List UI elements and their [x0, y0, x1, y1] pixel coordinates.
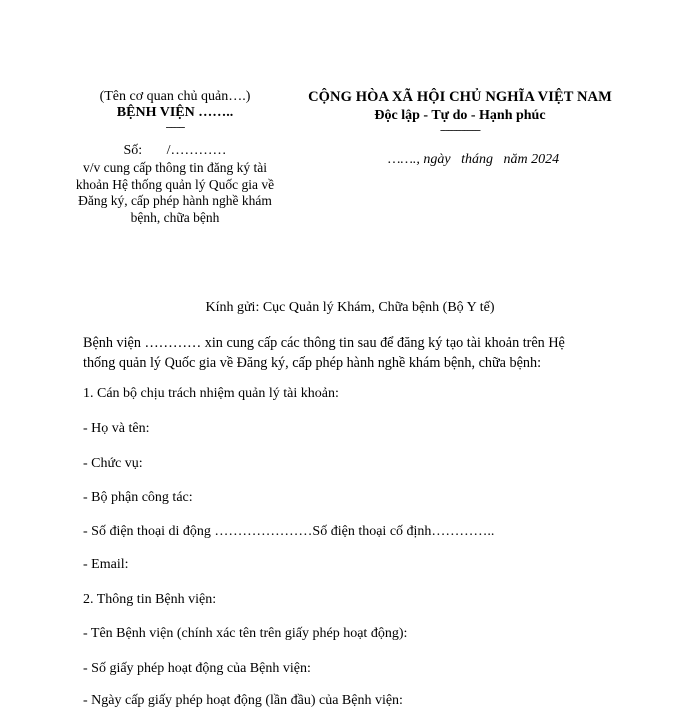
field-license-issue-date: - Ngày cấp giấy phép hoạt động (lần đầu) của Bệnh viện: — [83, 693, 403, 708]
country-name: CỘNG HÒA XÃ HỘI CHỦ NGHĨA VIỆT NAM — [308, 89, 612, 105]
motto-divider: --------------- — [440, 124, 480, 136]
document-subject: v/v cung cấp thông tin đăng ký tài khoản Hệ thống quản lý Quốc gia về Đăng ký, cấp phép hành nghề khám bệnh, chữa bệnh — [75, 160, 275, 225]
document-date: ……., ngày tháng năm 2024 — [388, 152, 560, 167]
document-number: Số: /………… — [123, 143, 227, 158]
issuer-block — [70, 89, 280, 226]
governing-agency: (Tên cơ quan chủ quản….) — [99, 89, 251, 104]
field-department: - Bộ phận công tác: — [83, 490, 193, 505]
field-full-name: - Họ và tên: — [83, 421, 150, 436]
issuer-divider: ------- — [165, 121, 185, 133]
intro-paragraph: Bệnh viện ………… xin cung cấp các thông tin sau để đăng ký tạo tài khoản trên Hệ thống quản lý Quốc gia về Đăng ký, cấp phép hành nghề khám bệnh, chữa bệnh: — [83, 335, 565, 371]
national-motto: Độc lập - Tự do - Hạnh phúc — [374, 108, 546, 123]
field-email: - Email: — [83, 557, 129, 572]
hospital-name-header: BỆNH VIỆN …….. — [116, 105, 234, 120]
recipient-greeting: Kính gửi: Cục Quản lý Khám, Chữa bệnh (Bộ Y tế) — [205, 300, 495, 315]
field-phone-numbers: - Số điện thoại di động …………………Số điện thoại cố định………….. — [83, 524, 495, 539]
field-hospital-name: - Tên Bệnh viện (chính xác tên trên giấy phép hoạt động): — [83, 626, 408, 641]
section-2-title: 2. Thông tin Bệnh viện: — [83, 592, 217, 607]
field-position: - Chức vụ: — [83, 456, 143, 471]
national-header — [260, 89, 660, 136]
section-1-title: 1. Cán bộ chịu trách nhiệm quản lý tài khoản: — [83, 386, 339, 401]
field-license-number: - Số giấy phép hoạt động của Bệnh viện: — [83, 661, 311, 676]
